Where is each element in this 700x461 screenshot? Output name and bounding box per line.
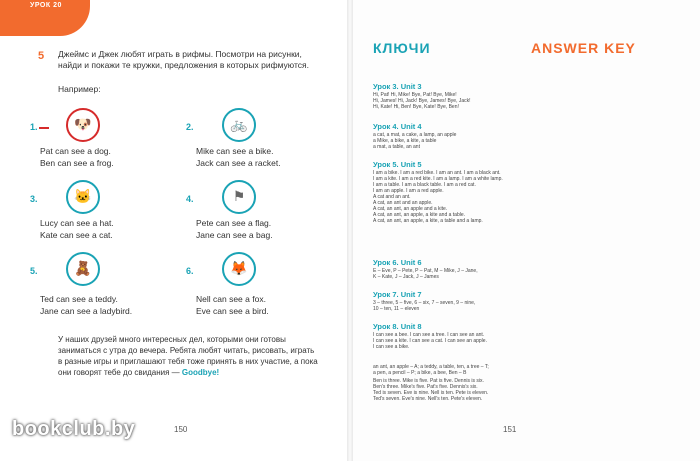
sentence-1: Pete can see a flag. <box>196 218 272 228</box>
cat-hat-icon: 🐱 <box>74 188 92 204</box>
left-page <box>0 0 347 461</box>
section-heading: Урок 5. Unit 5 <box>373 160 422 169</box>
sentence-1: Mike can see a bike. <box>196 146 274 156</box>
answer-line: Hi, Pat! Hi, Mike! Bye, Pat! Bye, Mike! <box>373 92 457 98</box>
right-page <box>353 0 700 461</box>
answer-section <box>373 258 693 280</box>
answer-line: I am a table. I am a black table. I am a red cat. <box>373 182 476 188</box>
answer-line: K – Kate, J – Jack, J – James <box>373 274 439 280</box>
bike-icon: 🚲 <box>230 116 248 132</box>
section-heading: Урок 8. Unit 8 <box>373 322 422 331</box>
item-number: 5. <box>30 266 38 276</box>
picture-item-5 <box>30 252 170 322</box>
answer-line: I am a bike. I am a red bike. I am an ant. I am a black ant. <box>373 170 501 176</box>
picture-circle <box>66 108 100 142</box>
picture-item-2 <box>186 108 326 178</box>
sentence-2: Jane can see a ladybird. <box>40 306 133 316</box>
item-number: 4. <box>186 194 194 204</box>
picture-item-3 <box>30 180 170 250</box>
answer-section <box>373 322 693 350</box>
sentence-1: Pat can see a dog. <box>40 146 111 156</box>
picture-item-6 <box>186 252 326 322</box>
answer-line: a Mike, a bike, a kite, a table <box>373 138 437 144</box>
item-number: 6. <box>186 266 194 276</box>
answer-line: E – Eve, P – Pete, P – Pat, M – Mike, J – Jane, <box>373 268 478 274</box>
exercise-number: 5 <box>38 50 45 62</box>
example-label: Например: <box>58 84 101 94</box>
answer-section <box>373 290 693 312</box>
answer-line: A cat, an ant, an apple and a kite. <box>373 206 448 212</box>
answer-line: 10 – ten, 11 – eleven <box>373 306 420 312</box>
section-heading: Урок 6. Unit 6 <box>373 258 422 267</box>
answer-line: I am an apple. I am a red apple. <box>373 188 444 194</box>
sentence-2: Kate can see a cat. <box>40 230 113 240</box>
section-heading: Урок 3. Unit 3 <box>373 82 422 91</box>
answer-section <box>373 364 693 402</box>
section-heading: Урок 4. Unit 4 <box>373 122 422 131</box>
fox-bird-icon: 🦊 <box>230 260 248 276</box>
picture-item-1 <box>30 108 170 178</box>
task-text: Джеймс и Джек любят играть в рифмы. Посмотри на рисунки, найди и покажи те кружки, предложения в которых рифмуются. <box>58 49 309 70</box>
teddy-ladybird-icon: 🧸 <box>74 260 92 276</box>
answer-line: A cat, an ant and an apple. <box>373 200 433 206</box>
picture-circle <box>66 252 100 286</box>
sentence-1: Ted can see a teddy. <box>40 294 118 304</box>
answer-line: A cat, an ant, an apple, a kite and a table. <box>373 212 466 218</box>
answer-line: I can see a bee. I can see a tree. I can see an ant. <box>373 332 485 338</box>
dog-frog-icon: 🐶 <box>74 116 92 132</box>
goodbye-text: Goodbye! <box>181 368 220 377</box>
footer-paragraph <box>58 334 320 378</box>
picture-circle <box>222 180 256 214</box>
sentence-2: Ben can see a frog. <box>40 158 114 168</box>
footer-text: У наших друзей много интересных дел, которыми они готовы заниматься с утра до вечера. Ребята любят читать, рисовать, играть в разные игры и приглашают тебя тоже принять в них участие, а пока они говорят тебе до свидания — <box>58 335 318 377</box>
sentence-2: Jane can see a bag. <box>196 230 273 240</box>
section-heading: Урок 7. Unit 7 <box>373 290 422 299</box>
answer-line: a mat, a table, an ant <box>373 144 420 150</box>
answer-line: Ben's three. Mike's five. Pat's five. Dennis's six. <box>373 384 478 390</box>
picture-circle <box>222 108 256 142</box>
arrow-icon <box>39 127 49 129</box>
answer-section <box>373 122 693 150</box>
answer-line: 3 – three, 5 – five, 6 – six, 7 – seven, 9 – nine, <box>373 300 476 306</box>
answer-section <box>373 82 693 110</box>
sentence-1: Nell can see a fox. <box>196 294 266 304</box>
title-en: ANSWER KEY <box>531 40 636 56</box>
answer-line: A cat and an ant. <box>373 194 411 200</box>
answer-line: a pen, a pencil – P; a bike, a bee, Ben – B <box>373 370 467 376</box>
item-number: 3. <box>30 194 38 204</box>
item-number: 1. <box>30 122 38 132</box>
watermark: bookclub.by <box>12 418 136 440</box>
answer-line: Hi, Kate! Hi, Ben! Bye, Kate! Bye, Ben! <box>373 104 459 110</box>
picture-item-4 <box>186 180 326 250</box>
answer-line: I can see a bike. <box>373 344 410 350</box>
picture-circle <box>66 180 100 214</box>
sentence-2: Jack can see a racket. <box>196 158 281 168</box>
answer-section <box>373 160 693 224</box>
lesson-tab <box>0 0 90 36</box>
page-number-left: 150 <box>174 425 188 434</box>
answer-line: Ted's seven. Eve's nine. Nell's ten. Pete's eleven. <box>373 396 483 402</box>
answer-line: I can see a kite. I can see a cat. I can see an apple. <box>373 338 487 344</box>
picture-circle <box>222 252 256 286</box>
item-number: 2. <box>186 122 194 132</box>
answer-line: a cat, a mat, a cake, a lamp, an apple <box>373 132 457 138</box>
flag-bag-icon: ⚑ <box>232 188 246 204</box>
answer-line: A cat, an ant, an apple, a kite, a table and a lamp. <box>373 218 483 224</box>
title-ru: КЛЮЧИ <box>373 40 431 56</box>
answer-line: I am a kite. I am a red kite. I am a lamp. I am a white lamp. <box>373 176 503 182</box>
answer-line: Ted is seven. Eve is nine. Nell is ten. Pete is eleven. <box>373 390 489 396</box>
sentence-2: Eve can see a bird. <box>196 306 269 316</box>
sentence-1: Lucy can see a hat. <box>40 218 114 228</box>
answer-line: Hi, James! Hi, Jack! Bye, James! Bye, Jack! <box>373 98 471 104</box>
answer-line: Ben is three. Mike is five. Pat is five. Dennis is six. <box>373 378 484 384</box>
answer-line: an ant, an apple – A; a teddy, a table, ten, a tree – T; <box>373 364 489 370</box>
lesson-tab-label: УРОК 20 <box>30 2 62 9</box>
page-number-right: 151 <box>503 425 517 434</box>
